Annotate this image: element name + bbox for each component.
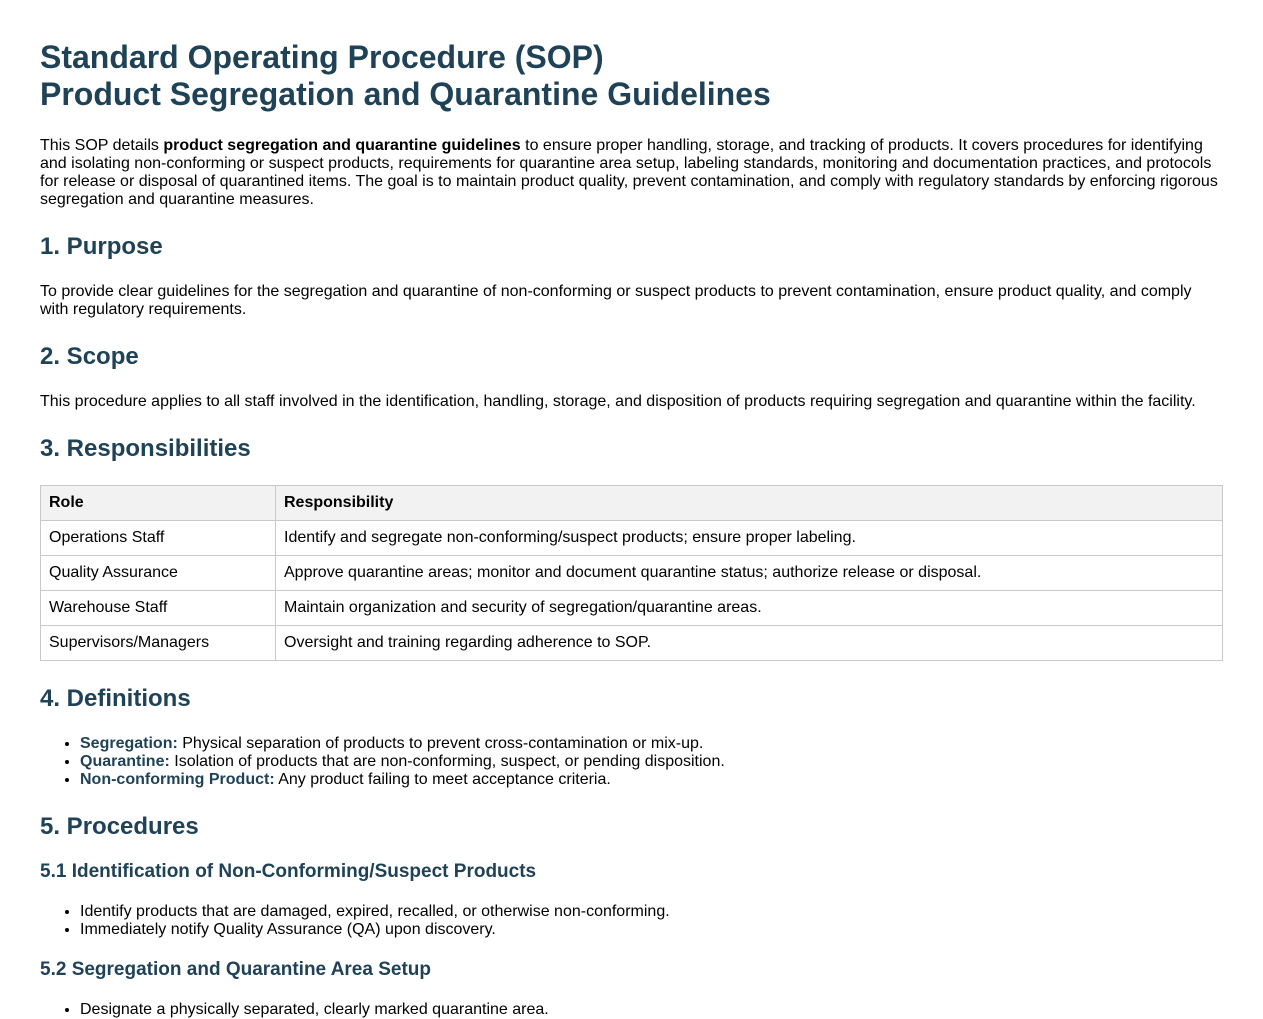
section-heading-responsibilities: 3. Responsibilities (40, 435, 251, 462)
table-row (41, 591, 1223, 626)
section-heading-scope: 2. Scope (40, 343, 139, 370)
list-item (80, 735, 1223, 753)
identification-list (40, 903, 1223, 939)
scope-text: This procedure applies to all staff involved in the identification, handling, storage, and disposition of products requiring segregation and quarantine within the facility. (40, 393, 1196, 410)
section-heading-definitions: 4. Definitions (40, 685, 191, 712)
responsibilities-table (40, 485, 1223, 661)
table-row (41, 556, 1223, 591)
definition-term: Segregation: (80, 735, 178, 752)
definition-term: Non-conforming Product: (80, 771, 275, 788)
intro-text-after: to ensure proper handling, storage, and tracking of products. It covers procedures for identifying and isolating non-conforming or suspect products, requirements for quarantine area setup, labeling standards, monitoring and documentation practices, and protocols for release or disposal of quarantined items. The goal is to maintain product quality, prevent contamination, and comply with regulatory standards by enforcing rigorous segregation and quarantine measures. (40, 137, 1218, 208)
area-setup-list (40, 1001, 1223, 1019)
list-item: • Immediately notify Quality Assurance (QA) upon discovery. (80, 921, 1223, 939)
intro-text-before: This SOP details (40, 137, 164, 154)
table-header-row (41, 486, 1223, 521)
section-heading-procedures: 5. Procedures (40, 813, 199, 840)
role-cell: Supervisors/Managers (41, 626, 276, 661)
column-header-responsibility: Responsibility (276, 486, 1223, 521)
column-header-role: Role (41, 486, 276, 521)
list-item: • Identify products that are damaged, expired, recalled, or otherwise non-conforming. (80, 903, 1223, 921)
table-row (41, 521, 1223, 556)
subsection-heading-identification: 5.1 Identification of Non-Conforming/Suspect Products (40, 861, 537, 882)
list-item: • Designate a physically separated, clearly marked quarantine area. (80, 1001, 1223, 1019)
table-row (41, 626, 1223, 661)
title-line-2: Product Segregation and Quarantine Guidelines (40, 76, 771, 112)
responsibility-cell: Oversight and training regarding adherence to SOP. (276, 626, 1223, 661)
list-item (80, 771, 1223, 789)
intro-bold-text: product segregation and quarantine guidelines (163, 137, 521, 154)
purpose-text: To provide clear guidelines for the segregation and quarantine of non-conforming or suspect products to prevent contamination, ensure product quality, and comply with regulatory requirements. (40, 283, 1192, 318)
definition-text: Isolation of products that are non-conforming, suspect, or pending disposition. (169, 753, 725, 770)
role-cell: Warehouse Staff (41, 591, 276, 626)
definition-text: Any product failing to meet acceptance criteria. (274, 771, 611, 788)
definitions-list (40, 735, 1223, 789)
intro-paragraph (40, 137, 1223, 209)
title-line-1: Standard Operating Procedure (SOP) (40, 39, 604, 75)
subsection-heading-area-setup: 5.2 Segregation and Quarantine Area Setup (40, 959, 432, 980)
section-heading-purpose: 1. Purpose (40, 233, 163, 260)
page-title (40, 39, 1223, 113)
responsibility-cell: Maintain organization and security of segregation/quarantine areas. (276, 591, 1223, 626)
responsibility-cell: Identify and segregate non-conforming/suspect products; ensure proper labeling. (276, 521, 1223, 556)
definition-text: Physical separation of products to prevent cross-contamination or mix-up. (177, 735, 704, 752)
list-item (80, 753, 1223, 771)
role-cell: Quality Assurance (41, 556, 276, 591)
definition-term: Quarantine: (80, 753, 170, 770)
role-cell: Operations Staff (41, 521, 276, 556)
responsibility-cell: Approve quarantine areas; monitor and document quarantine status; authorize release or disposal. (276, 556, 1223, 591)
